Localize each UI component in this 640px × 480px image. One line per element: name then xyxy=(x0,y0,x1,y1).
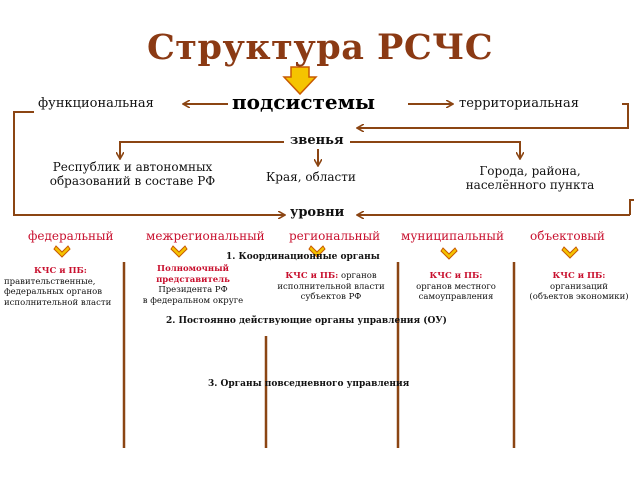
chevron-federal xyxy=(54,246,70,257)
regional-line-2: субъектов РФ xyxy=(300,292,362,303)
interregional-line-2: в федеральном округе xyxy=(142,295,244,306)
regional-head-tail: органов xyxy=(340,271,377,281)
cities-to-levels xyxy=(630,200,634,215)
federal-head: КЧС и ПБ: xyxy=(34,266,87,276)
regional-line-1: исполнительной власти xyxy=(277,281,385,292)
municipal-details xyxy=(402,271,510,303)
interregional-details xyxy=(134,264,252,307)
body-permanent: 2. Постоянно действующие органы управления (ОУ) xyxy=(166,316,447,326)
interregional-head-1: Полномочный xyxy=(157,264,229,274)
link-republics: Республик и автономных образований в составе РФ xyxy=(49,160,216,188)
federal-line-1: правительственные, xyxy=(4,276,96,287)
object-details xyxy=(520,271,638,303)
subsystem-territorial: территориальная xyxy=(459,96,579,111)
level-interregional: межрегиональный xyxy=(146,229,265,243)
object-head: КЧС и ПБ: xyxy=(552,271,606,281)
chevron-municipal xyxy=(441,248,457,259)
subsystem-functional: функциональная xyxy=(38,96,154,111)
body-coordination: 1. Координационные органы xyxy=(226,252,380,262)
interregional-line-1: Президента РФ xyxy=(158,285,228,296)
links-to-republics xyxy=(120,142,284,158)
regional-head: КЧС и ПБ: xyxy=(285,271,339,281)
chevron-interregional xyxy=(171,246,187,257)
object-line-2: (объектов экономики) xyxy=(529,292,629,303)
municipal-line-2: самоуправления xyxy=(418,292,494,303)
levels-label: уровни xyxy=(290,205,345,220)
level-municipal: муниципальный xyxy=(401,229,504,243)
chevron-object xyxy=(562,247,578,258)
links-label: звенья xyxy=(290,133,344,148)
municipal-head: КЧС и ПБ: xyxy=(429,271,483,281)
level-federal: федеральный xyxy=(28,229,114,243)
interregional-head-2: представитель xyxy=(156,274,230,285)
federal-line-2: федеральных органов xyxy=(4,287,103,298)
subsystems-label: подсистемы xyxy=(232,90,376,114)
regional-details xyxy=(268,271,394,303)
level-regional: региональный xyxy=(289,229,381,243)
object-line-1: организаций xyxy=(550,281,608,292)
federal-line-3: исполнительной власти xyxy=(4,297,112,308)
municipal-line-1: органов местного xyxy=(416,281,496,292)
federal-details xyxy=(4,266,122,309)
links-to-cities xyxy=(350,142,520,158)
link-cities: Города, района, населённого пункта xyxy=(465,164,595,192)
link-regions: Края, области xyxy=(266,170,356,184)
level-object: объектовый xyxy=(530,229,605,243)
body-daily: 3. Органы повседневного управления xyxy=(208,379,410,389)
slide-title: Структура РСЧС xyxy=(146,27,494,68)
